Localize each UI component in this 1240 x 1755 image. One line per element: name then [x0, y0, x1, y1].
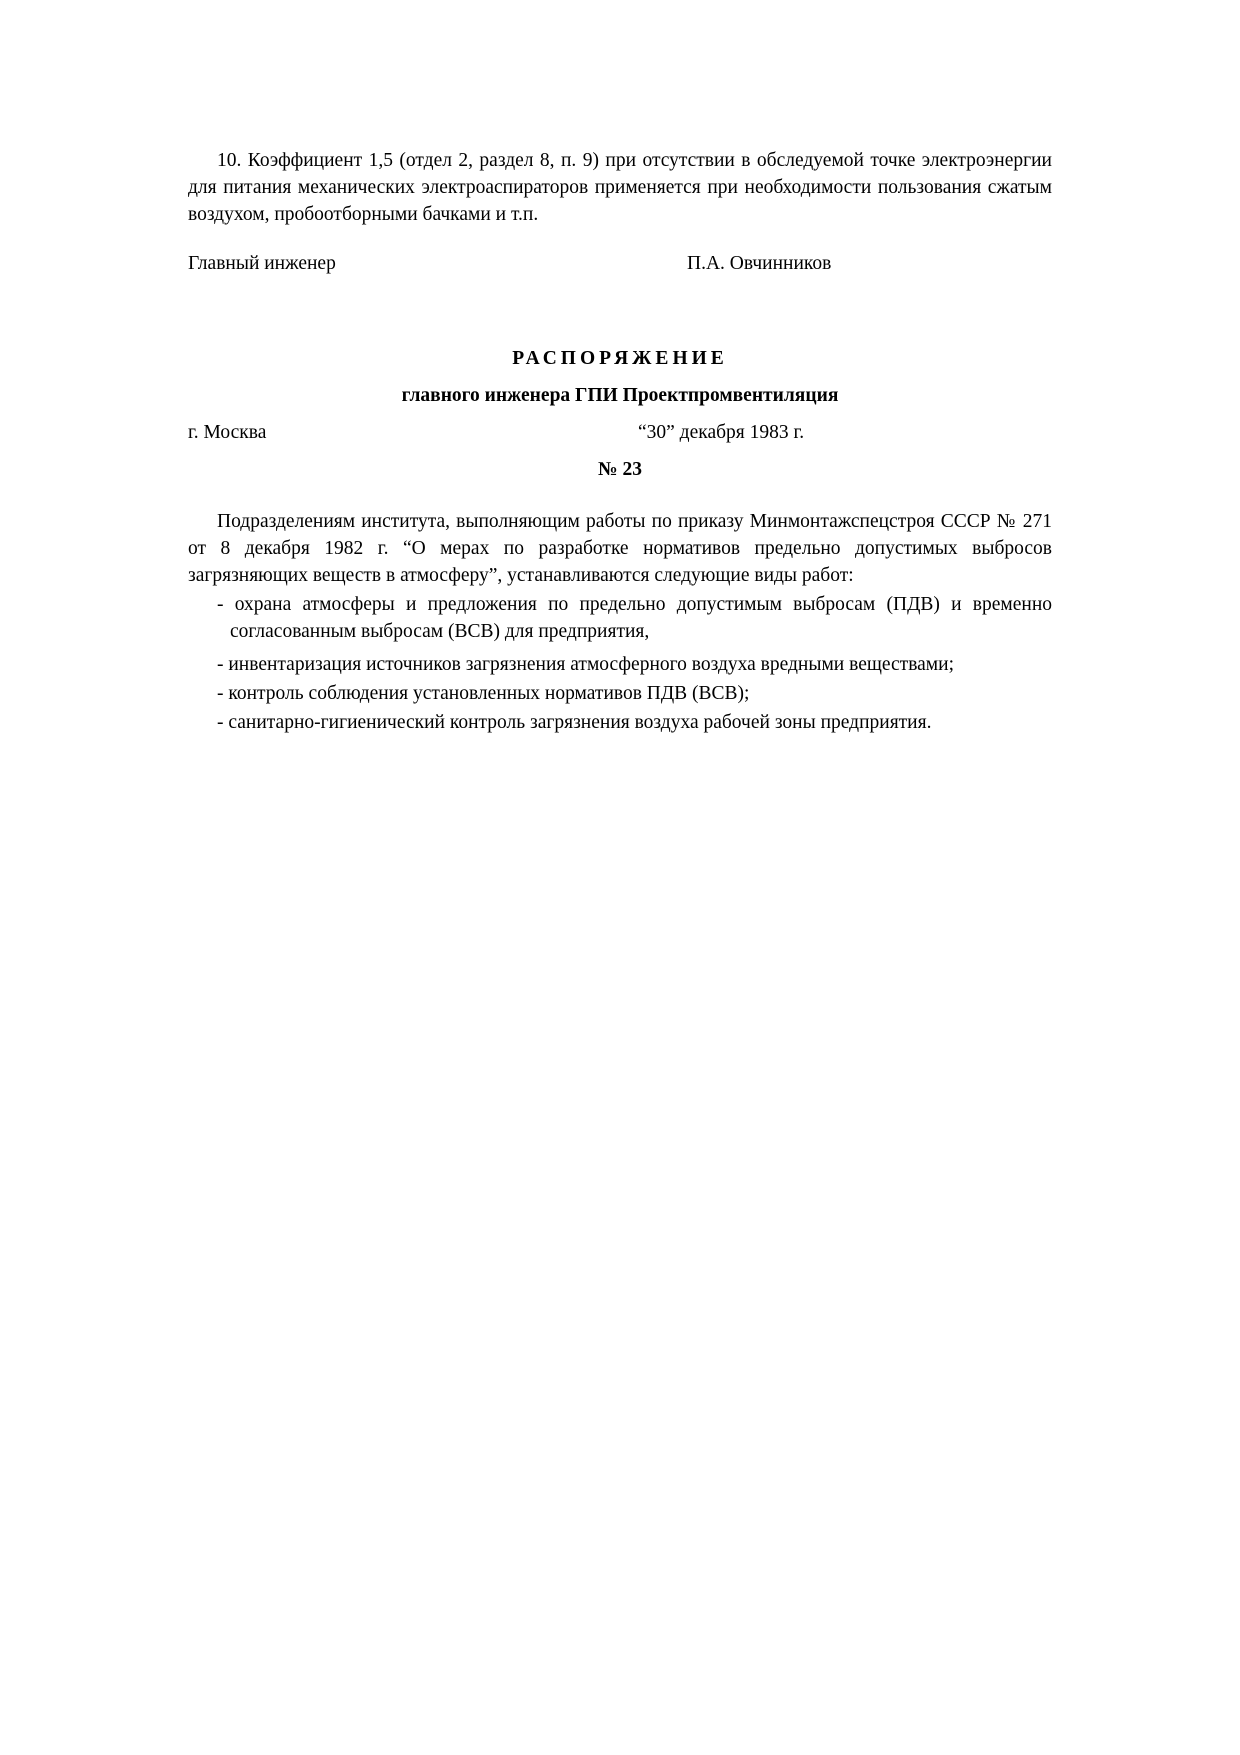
- order-subtitle: главного инженера ГПИ Проектпромвентиляция: [401, 385, 839, 406]
- list-item: - охрана атмосферы и предложения по предельно допустимым выбросам (ПДВ) и временно согласованным выбросам (ВСВ) для предприятия,: [217, 594, 1052, 642]
- signature-block: [188, 250, 1052, 277]
- list-item: - контроль соблюдения установленных нормативов ПДВ (ВСВ);: [217, 683, 750, 704]
- order-place-date: [188, 419, 1052, 446]
- signature-name: П.А. Овчинников: [687, 253, 832, 274]
- order-number: № 23: [598, 459, 642, 480]
- paragraph-point-10: 10. Коэффициент 1,5 (отдел 2, раздел 8, п. 9) при отсутствии в обследуемой точке электроэнергии для питания механических электроаспираторов применяется при необходимости пользования сжатым воздухом, пробоотборными бачками и т.п.: [188, 150, 1052, 225]
- order-title: РАСПОРЯЖЕНИЕ: [512, 348, 728, 369]
- document-page: [188, 147, 1052, 738]
- list-item: - инвентаризация источников загрязнения атмосферного воздуха вредными веществами;: [217, 654, 954, 675]
- order-date: “30” декабря 1983 г.: [638, 422, 805, 443]
- list-item: - санитарно-гигиенический контроль загрязнения воздуха рабочей зоны предприятия.: [217, 712, 932, 733]
- order-intro: Подразделениям института, выполняющим работы по приказу Минмонтажспецстроя СССР № 271 от 8 декабря 1982 г. “О мерах по разработке нормативов предельно допустимых выбросов загрязняющих веществ в атмосферу”, устанавливаются следующие виды работ:: [188, 511, 1052, 586]
- order-city: г. Москва: [188, 422, 267, 443]
- work-types-list: [188, 591, 1052, 736]
- signature-position: Главный инженер: [188, 253, 336, 274]
